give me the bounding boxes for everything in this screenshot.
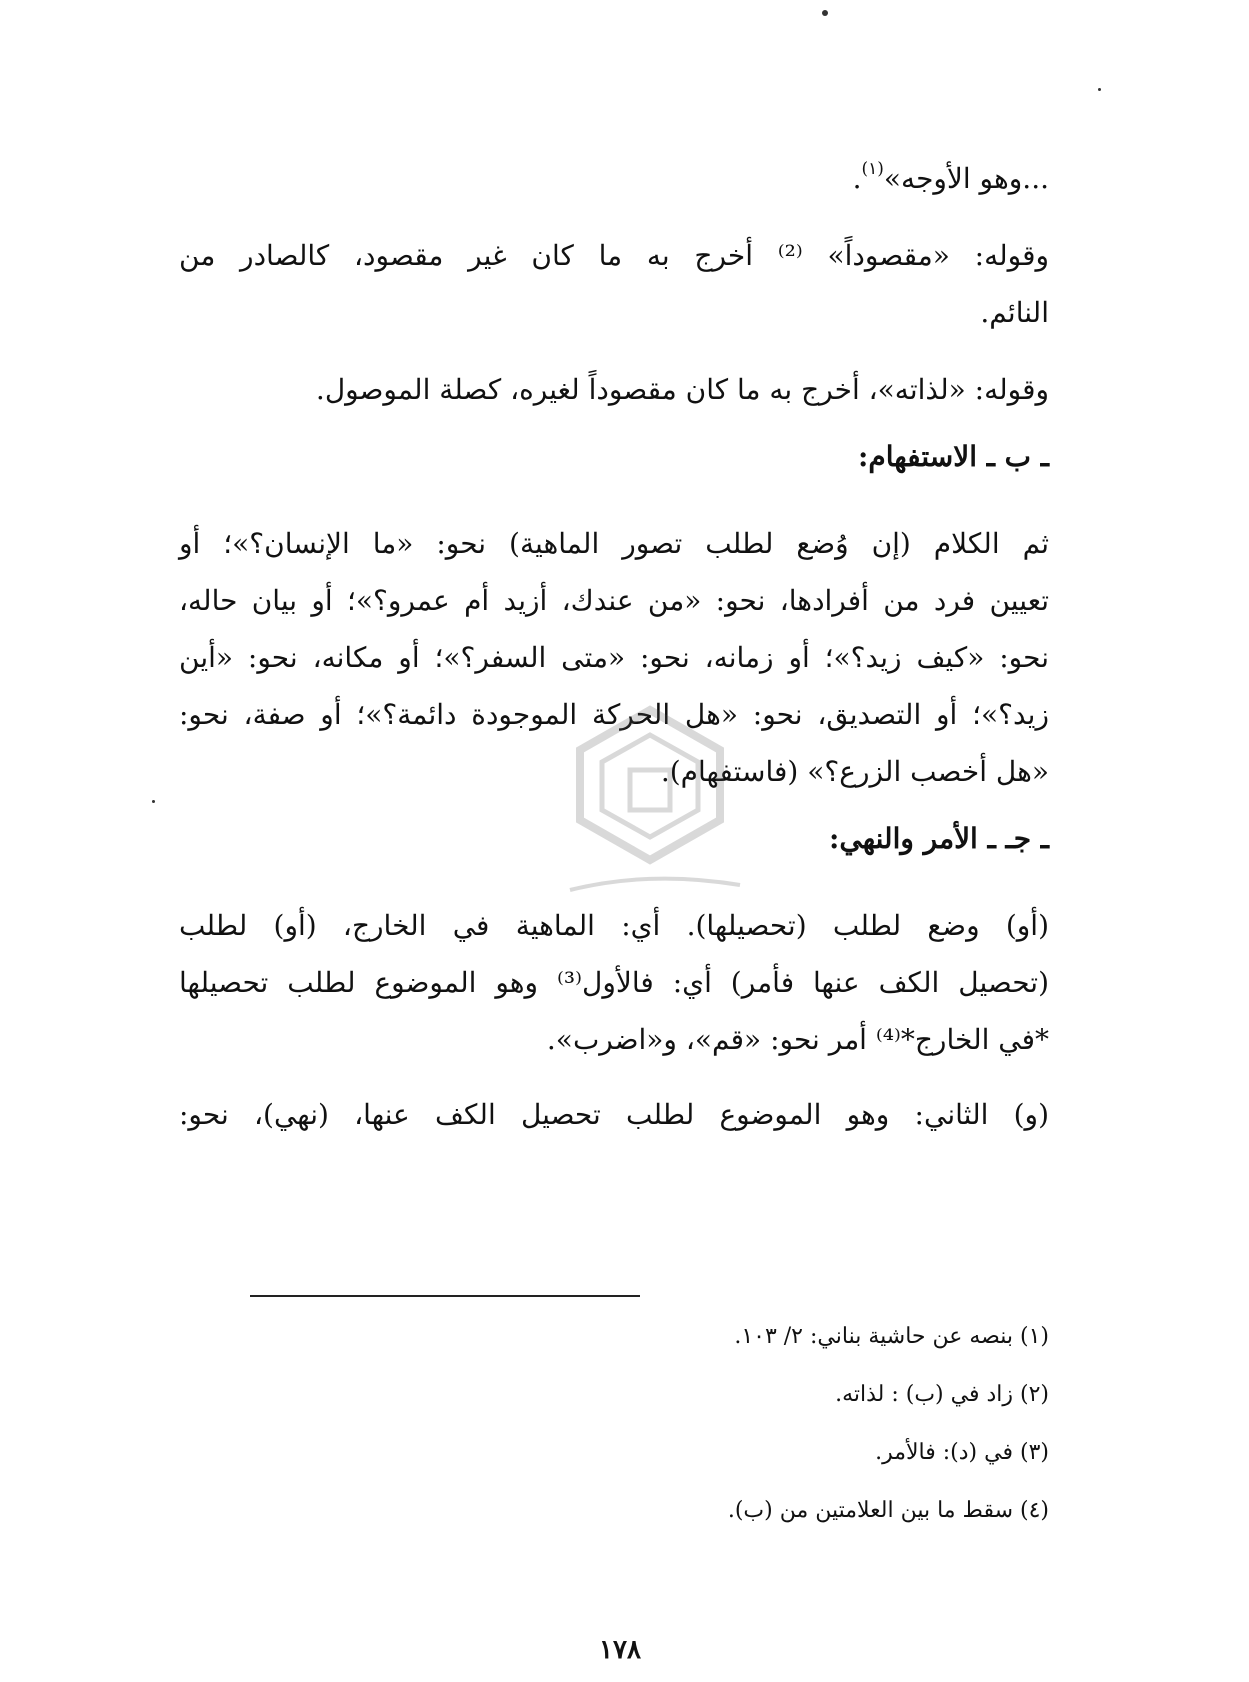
paragraph-line: النائم. (980, 296, 1049, 329)
section-heading: ـ ب ـ الاستفهام: (858, 440, 1049, 473)
scan-speck (1098, 88, 1101, 91)
footnote-item: (٣) في (د): فالأمر. (875, 1440, 1049, 1465)
paragraph-line (179, 150, 1049, 207)
section-heading: ـ جـ ـ الأمر والنهي: (829, 822, 1049, 855)
scan-speck (822, 10, 828, 16)
footnote-ref: (١) (861, 158, 884, 179)
footnote-item: (٤) سقط ما بين العلامتين من (ب). (727, 1498, 1049, 1523)
paragraph-line: (و) الثاني: وهو الموضوع لطلب تحصيل الكف عنها، (نهي)، نحو: (179, 1098, 1049, 1131)
watermark-logo (550, 700, 750, 930)
footnote-item: (١) بنصه عن حاشية بناني: ٢/ ١٠٣. (734, 1324, 1049, 1349)
paragraph-line: «هل أخصب الزرع؟» (فاستفهام). (660, 755, 1049, 788)
footnotes (179, 1308, 1049, 1540)
paragraph-line: (تحصيل الكف عنها فأمر) أي: فالأول⁽³⁾ وهو الموضوع لطلب تحصيلها (179, 966, 1049, 999)
paragraph-line: (أو) وضع لطلب (تحصيلها). أي: الماهية في الخارج، (أو) لطلب (179, 909, 1049, 942)
paragraph-line: نحو: «كيف زيد؟»؛ أو زمانه، نحو: «متى السفر؟»؛ أو مكانه، نحو: «أين (179, 641, 1049, 674)
paragraph-text: . (852, 162, 862, 195)
footnote-item: (٢) زاد في (ب) : لذاته. (835, 1382, 1049, 1407)
paragraph-line: تعيين فرد من أفرادها، نحو: «من عندك، أزيد أم عمرو؟»؛ أو بيان حاله، (179, 584, 1049, 617)
paragraph-line: وقوله: «لذاته»، أخرج به ما كان مقصوداً لغيره، كصلة الموصول. (315, 373, 1049, 406)
main-text (179, 150, 1049, 1143)
paragraph-text: ...وهو الأوجه» (883, 162, 1049, 195)
scan-speck (152, 800, 155, 803)
paragraph-line: ثم الكلام (إن وُضع لطلب تصور الماهية) نحو: «ما الإنسان؟»؛ أو (179, 527, 1049, 560)
paragraph-line: وقوله: «مقصوداً» ⁽²⁾ أخرج به ما كان غير مقصود، كالصادر من (179, 239, 1049, 272)
paragraph-line: زيد؟»؛ أو التصديق، نحو: «هل الحركة الموجودة دائمة؟»؛ أو صفة، نحو: (179, 698, 1049, 731)
footnote-separator (250, 1295, 640, 1297)
paragraph-line: *في الخارج*⁽⁴⁾ أمر نحو: «قم»، و«اضرب». (546, 1023, 1049, 1056)
page-number: ١٧٨ (599, 1635, 641, 1665)
